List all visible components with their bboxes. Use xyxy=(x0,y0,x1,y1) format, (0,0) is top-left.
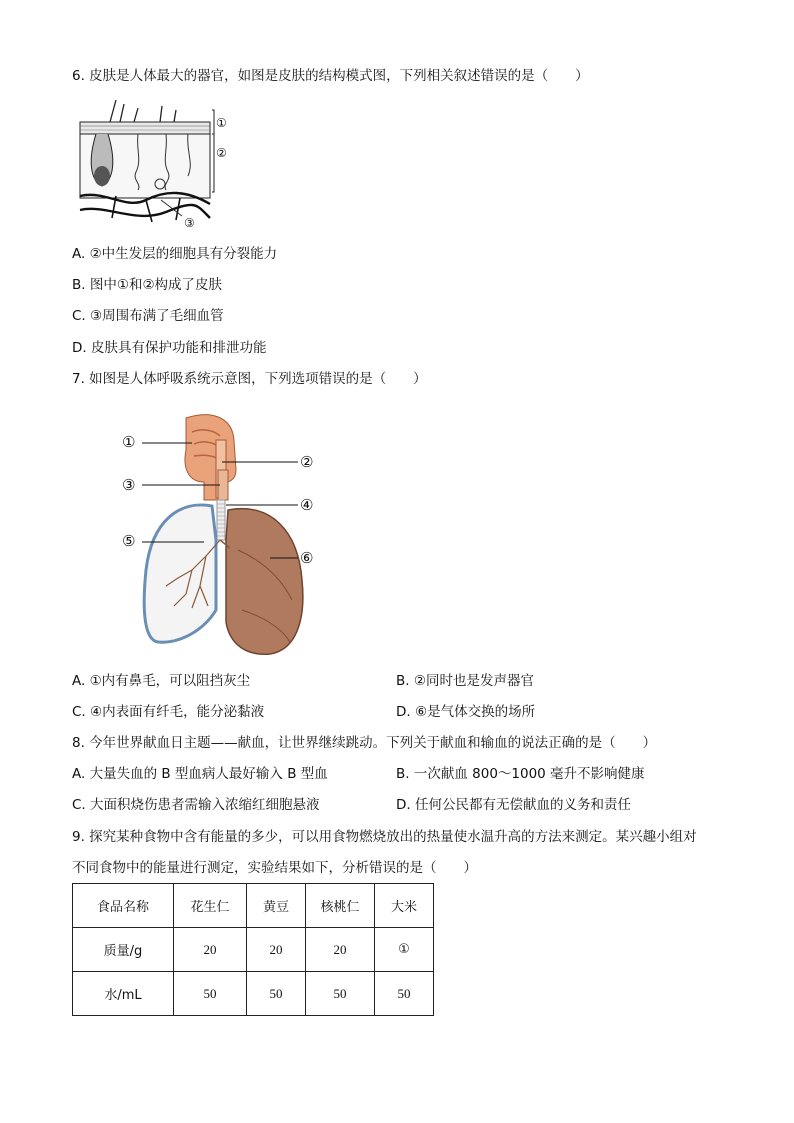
table-cell: 水/mL xyxy=(73,972,174,1016)
resp-label-3: ③ xyxy=(122,476,136,494)
table-cell: 20 xyxy=(306,928,375,972)
left-lung xyxy=(144,505,216,642)
resp-label-2: ② xyxy=(300,453,314,471)
table-cell: 50 xyxy=(306,972,375,1016)
q7-option-d: D. ⑥是气体交换的场所 xyxy=(396,704,536,720)
resp-label-4: ④ xyxy=(300,496,314,514)
q9-stem-line2: 不同食物中的能量进行测定，实验结果如下，分析错误的是（ ） xyxy=(72,860,477,876)
resp-label-5: ⑤ xyxy=(122,532,136,550)
food-energy-table xyxy=(72,883,434,1016)
q6-option-d: D. 皮肤具有保护功能和排泄功能 xyxy=(72,340,267,356)
q7-option-c: C. ④内表面有纤毛，能分泌黏液 xyxy=(72,704,265,720)
skin-label-1: ① xyxy=(216,116,227,130)
resp-label-1: ① xyxy=(122,433,136,451)
table-row xyxy=(73,928,434,972)
skin-structure-figure xyxy=(76,100,266,235)
q9-stem-line1: 9. 探究某种食物中含有能量的多少，可以用食物燃烧放出的热量使水温升高的方法来测定。某兴趣小组对 xyxy=(72,829,697,845)
q8-stem: 8. 今年世界献血日主题——献血，让世界继续跳动。下列关于献血和输血的说法正确的是（ ） xyxy=(72,735,657,751)
q6-option-c: C. ③周围布满了毛细血管 xyxy=(72,308,224,324)
table-header-row xyxy=(73,884,434,928)
skin-diagram xyxy=(76,100,266,235)
respiratory-system-figure xyxy=(120,410,330,660)
table-header-cell: 花生仁 xyxy=(174,884,247,928)
q6-stem: 6. 皮肤是人体最大的器官，如图是皮肤的结构模式图，下列相关叙述错误的是（ ） xyxy=(72,68,589,84)
table-cell: 50 xyxy=(174,972,247,1016)
skin-label-2: ② xyxy=(216,146,227,160)
respiratory-diagram xyxy=(120,410,330,660)
table-cell: 质量/g xyxy=(73,928,174,972)
q7-option-b: B. ②同时也是发声器官 xyxy=(396,673,534,689)
table-header-cell: 黄豆 xyxy=(247,884,306,928)
q7-option-a: A. ①内有鼻毛，可以阻挡灰尘 xyxy=(72,673,251,689)
table-cell: 50 xyxy=(247,972,306,1016)
epidermis-layer xyxy=(80,122,210,134)
table-header-cell: 食品名称 xyxy=(73,884,174,928)
table-header-cell: 核桃仁 xyxy=(306,884,375,928)
table-header-cell: 大米 xyxy=(375,884,434,928)
right-lung xyxy=(226,509,303,655)
table-cell: 20 xyxy=(174,928,247,972)
q8-option-d: D. 任何公民都有无偿献血的义务和责任 xyxy=(396,797,631,813)
table-row xyxy=(73,972,434,1016)
skin-label-3: ③ xyxy=(184,216,195,230)
q6-option-b: B. 图中①和②构成了皮肤 xyxy=(72,277,223,293)
table-cell: ① xyxy=(375,928,434,972)
hairs xyxy=(110,100,176,122)
q6-option-a: A. ②中生发层的细胞具有分裂能力 xyxy=(72,246,278,262)
q8-option-a: A. 大量失血的 B 型血病人最好输入 B 型血 xyxy=(72,766,328,782)
table-cell: 50 xyxy=(375,972,434,1016)
hair-bulb xyxy=(94,166,110,186)
q7-stem: 7. 如图是人体呼吸系统示意图，下列选项错误的是（ ） xyxy=(72,371,427,387)
q8-option-b: B. 一次献血 800～1000 毫升不影响健康 xyxy=(396,766,645,782)
table-cell: 20 xyxy=(247,928,306,972)
resp-label-6: ⑥ xyxy=(300,549,314,567)
q8-option-c: C. 大面积烧伤患者需输入浓缩红细胞悬液 xyxy=(72,797,320,813)
